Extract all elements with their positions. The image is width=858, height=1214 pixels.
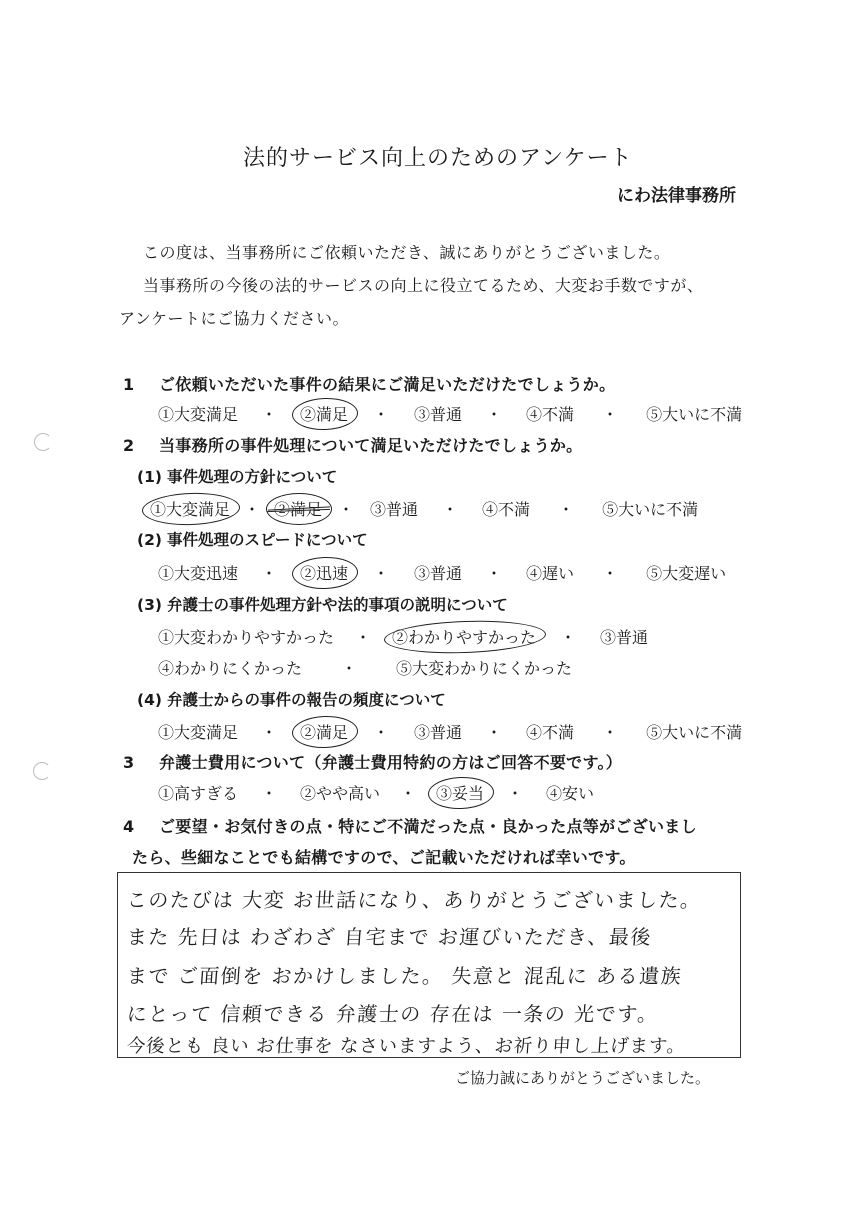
- option-2-struck-out[interactable]: [272, 497, 324, 520]
- punch-hole-top: [34, 433, 52, 451]
- separator: ・: [560, 628, 577, 647]
- question-text: 当事務所の事件処理について満足いただけたでしょうか。: [159, 436, 583, 455]
- option-2[interactable]: ②やや高い: [300, 784, 381, 803]
- option-5[interactable]: ⑤大いに不満: [646, 723, 743, 742]
- separator: ・: [602, 405, 619, 424]
- question-text-line-1: ご要望・お気付きの点・特にご不満だった点・良かった点等がございまし: [159, 817, 697, 836]
- option-5[interactable]: ⑤大変遅い: [646, 564, 727, 583]
- option-4[interactable]: ④不満: [526, 723, 575, 742]
- option-4[interactable]: ④わかりにくかった: [158, 659, 303, 678]
- option-4[interactable]: ④不満: [482, 500, 531, 519]
- option-1[interactable]: ①大変満足: [158, 723, 239, 742]
- intro-line-2: 当事務所の今後の法的サービスの向上に役立てるため、大変お手数ですが、: [143, 276, 704, 295]
- separator: ・: [373, 723, 390, 742]
- option-1[interactable]: ①大変わかりやすかった: [158, 628, 335, 647]
- option-2-selected[interactable]: ②迅速: [298, 561, 350, 584]
- intro-line-1: この度は、当事務所にご依頼いただき、誠にありがとうございました。: [143, 243, 671, 262]
- firm-name: にわ法律事務所: [617, 186, 736, 206]
- struck-ring: [266, 493, 332, 525]
- subquestion-2-3-options-row-1: [156, 625, 650, 648]
- subquestion-number: (1): [137, 468, 162, 486]
- separator: ・: [507, 784, 524, 803]
- option-3[interactable]: ③普通: [414, 723, 463, 742]
- separator: ・: [486, 564, 503, 583]
- comment-line-4: にとって 信頼できる 弁護士の 存在は 一条の 光です。: [126, 1002, 660, 1026]
- thanks-note: ご協力誠にありがとうございました。: [455, 1069, 711, 1087]
- subquestion-2-1: [137, 465, 337, 487]
- page-title: 法的サービス向上のためのアンケート: [243, 146, 633, 171]
- option-5[interactable]: ⑤大変わかりにくかった: [396, 659, 573, 678]
- subquestion-text: 事件処理の方針について: [167, 468, 338, 486]
- separator: ・: [261, 723, 278, 742]
- question-3: [123, 750, 622, 773]
- option-2-selected[interactable]: ②満足: [298, 720, 350, 743]
- option-3[interactable]: ③普通: [600, 628, 649, 647]
- subquestion-2-4: [137, 688, 446, 710]
- option-3[interactable]: ③普通: [414, 405, 463, 424]
- option-2-label: ②満足: [274, 500, 323, 519]
- intro-line-3: アンケートにご協力ください。: [119, 309, 350, 328]
- subquestion-2-2-options: [156, 561, 728, 584]
- question-3-options: [156, 781, 596, 804]
- separator: ・: [558, 500, 575, 519]
- comment-line-5: 今後とも 良い お仕事を なさいますよう、お祈り申し上げます。: [126, 1036, 687, 1057]
- separator: ・: [338, 500, 355, 519]
- subquestion-2-3: [137, 593, 508, 615]
- separator: ・: [261, 784, 278, 803]
- question-1: [123, 372, 615, 395]
- separator: ・: [341, 659, 358, 678]
- separator: ・: [486, 405, 503, 424]
- separator: ・: [244, 500, 261, 519]
- comment-line-3: まで ご面倒を おかけしました。 失意と 混乱に ある遺族: [126, 964, 684, 988]
- question-text: ご依頼いただいた事件の結果にご満足いただけたでしょうか。: [159, 375, 616, 394]
- option-1[interactable]: ①高すぎる: [158, 784, 239, 803]
- question-4-line-2: たら、些細なことでも結構ですので、ご記載いただければ幸いです。: [132, 848, 636, 867]
- separator: ・: [486, 723, 503, 742]
- separator: ・: [373, 564, 390, 583]
- separator: ・: [602, 564, 619, 583]
- option-2-selected[interactable]: ②満足: [298, 402, 350, 425]
- comment-line-2: また 先日は わざわざ 自宅まで お運びいただき、最後: [126, 925, 653, 949]
- question-number: 1: [123, 375, 135, 394]
- subquestion-number: (2): [137, 531, 162, 549]
- option-5[interactable]: ⑤大いに不満: [646, 405, 743, 424]
- separator: ・: [400, 784, 417, 803]
- question-number: 4: [123, 817, 135, 836]
- question-2: [123, 433, 582, 456]
- option-5[interactable]: ⑤大いに不満: [602, 500, 699, 519]
- question-1-options: [156, 402, 744, 425]
- option-2-selected[interactable]: ②わかりやすかった: [390, 625, 538, 648]
- option-3-selected[interactable]: ③妥当: [434, 781, 486, 804]
- option-4[interactable]: ④安い: [546, 784, 595, 803]
- subquestion-number: (3): [137, 596, 162, 614]
- subquestion-number: (4): [137, 691, 162, 709]
- separator: ・: [261, 564, 278, 583]
- subquestion-text: 事件処理のスピードについて: [167, 531, 368, 549]
- option-3[interactable]: ③普通: [370, 500, 419, 519]
- subquestion-text: 弁護士からの事件の報告の頻度について: [167, 691, 446, 709]
- punch-hole-bottom: [33, 762, 51, 780]
- separator: ・: [373, 405, 390, 424]
- subquestion-2-4-options: [156, 720, 744, 743]
- subquestion-2-3-options-row-2: [156, 656, 574, 679]
- option-1-selected[interactable]: ①大変満足: [148, 497, 232, 520]
- option-3[interactable]: ③普通: [414, 564, 463, 583]
- subquestion-2-2: [137, 528, 368, 550]
- separator: ・: [602, 723, 619, 742]
- subquestion-2-1-options: [148, 497, 700, 520]
- option-4[interactable]: ④遅い: [526, 564, 575, 583]
- question-number: 2: [123, 436, 135, 455]
- option-1[interactable]: ①大変満足: [158, 405, 239, 424]
- question-number: 3: [123, 753, 135, 772]
- option-4[interactable]: ④不満: [526, 405, 575, 424]
- question-text: 弁護士費用について（弁護士費用特約の方はご回答不要です。）: [159, 753, 623, 772]
- separator: ・: [442, 500, 459, 519]
- question-4: [123, 814, 697, 837]
- comment-line-1: このたびは 大変 お世話になり、ありがとうございました。: [126, 888, 703, 912]
- subquestion-text: 弁護士の事件処理方針や法的事項の説明について: [167, 596, 508, 614]
- separator: ・: [355, 628, 372, 647]
- option-1[interactable]: ①大変迅速: [158, 564, 239, 583]
- separator: ・: [261, 405, 278, 424]
